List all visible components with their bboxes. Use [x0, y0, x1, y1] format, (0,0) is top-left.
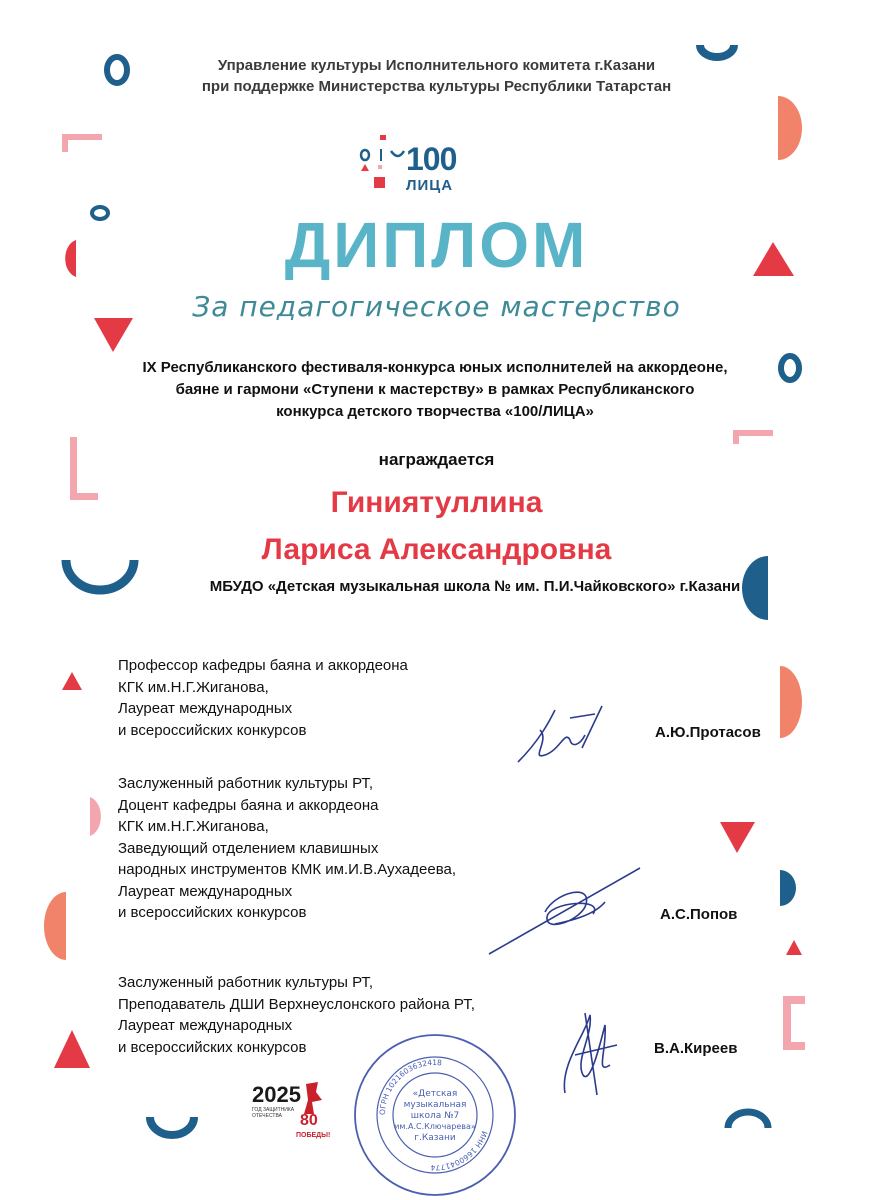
bar-shape [62, 134, 68, 152]
logo-word: ЛИЦА [406, 177, 454, 194]
triangle-shape [786, 940, 802, 955]
credential-line: Профессор кафедры баяна и аккордеона [118, 657, 408, 674]
credential-line: Лауреат международных [118, 1017, 293, 1034]
emblem-word: ПОБЕДЫ! [296, 1132, 331, 1139]
recipient-given-names: Лариса Александровна [261, 533, 612, 566]
half-circle-shape [90, 797, 101, 836]
triangle-shape [94, 318, 133, 352]
logo [358, 133, 478, 195]
school-stamp [350, 1030, 520, 1200]
signature-2 [485, 862, 650, 962]
credential-line: КГК им.Н.Г.Жиганова, [118, 678, 269, 696]
arc-shape [150, 1117, 194, 1135]
signature-1 [510, 700, 610, 775]
credential-line: народных инструментов КМК им.И.В.Аухадеева, [118, 861, 456, 878]
signer-1-name: А.Ю.Протасов [655, 724, 761, 741]
credential-line: Доцент кафедры баяна и аккордеона [118, 796, 379, 814]
stamp-ogrn: ОГРН 1021603632418 [377, 1057, 443, 1116]
bar-shape [783, 996, 805, 1004]
awarded-label: награждается [378, 450, 495, 469]
stamp-line: г.Казани [414, 1133, 456, 1143]
half-circle-shape [778, 96, 802, 160]
diploma-title: ДИПЛОМ [284, 209, 589, 281]
credential-line: и всероссийских конкурсов [118, 904, 307, 921]
contest-description [120, 357, 750, 423]
credential-line: и всероссийских конкурсов [118, 1038, 307, 1056]
triangle-shape [54, 1030, 90, 1068]
triangle-shape [62, 672, 82, 690]
credential-line: КГК им.Н.Г.Жиганова, [118, 818, 269, 835]
emblem-caption: ГОД ЗАЩИТНИКА ОТЕЧЕСТВА [252, 1107, 295, 1119]
description-line: баяне и гармони «Ступени к мастерству» в рамках Республиканского [175, 381, 695, 398]
signature-3 [555, 1005, 625, 1100]
triangle-shape [720, 822, 755, 853]
arc-shape [728, 1112, 768, 1128]
stamp-line: школа №7 [410, 1111, 460, 1121]
credential-line: Преподаватель ДШИ Верхнеуслонского района РТ, [118, 995, 475, 1013]
emblem-number: 80 [300, 1112, 318, 1129]
signer-1-credentials [118, 655, 538, 741]
victory-emblem [250, 1080, 330, 1145]
signer-2-credentials [118, 773, 538, 924]
recipient-school: МБУДО «Детская музыкальная школа № им. П.И.Чайковского» г.Казани [209, 578, 741, 595]
credential-line: и всероссийских конкурсов [118, 721, 307, 739]
recipient-surname: Гиниятуллина [330, 486, 543, 519]
bar-shape [783, 1042, 805, 1050]
stamp-line: им.А.С.Ключарева» [394, 1122, 476, 1131]
credential-line: Лауреат международных [118, 700, 293, 717]
ring-shape [781, 356, 799, 380]
credential-line: Заслуженный работник культуры РТ, [118, 974, 374, 991]
bar-shape [733, 430, 739, 444]
bar-shape [783, 996, 791, 1050]
half-circle-shape [780, 870, 796, 906]
issuer-line-2: при поддержке Министерства культуры Республики Татарстан [201, 78, 672, 95]
diploma-subtitle: За педагогическое мастерство [192, 290, 681, 323]
half-circle-shape [44, 892, 66, 960]
half-circle-shape [780, 666, 802, 738]
description-line: IX Республиканского фестиваля-конкурса юных исполнителей на аккордеоне, [142, 359, 728, 376]
credential-line: Лауреат международных [118, 882, 293, 900]
credential-line: Заслуженный работник культуры РТ, [118, 775, 374, 792]
signer-2-name: А.С.Попов [660, 906, 738, 923]
issuer-line-1: Управление культуры Исполнительного комитета г.Казани [217, 57, 656, 74]
stamp-line: музыкальная [403, 1100, 467, 1110]
signer-3-name: В.А.Киреев [654, 1040, 738, 1057]
stamp-line: «Детская [412, 1089, 458, 1099]
description-line: конкурса детского творчества «100/ЛИЦА» [276, 403, 594, 420]
emblem-year: 2025 [252, 1082, 301, 1107]
stamp-inn: ИНН 1660041774 [430, 1129, 490, 1173]
credential-line: Заведующий отделением клавишных [118, 839, 379, 857]
logo-number: 100 [406, 141, 457, 177]
logo-mark-icon [358, 133, 408, 195]
